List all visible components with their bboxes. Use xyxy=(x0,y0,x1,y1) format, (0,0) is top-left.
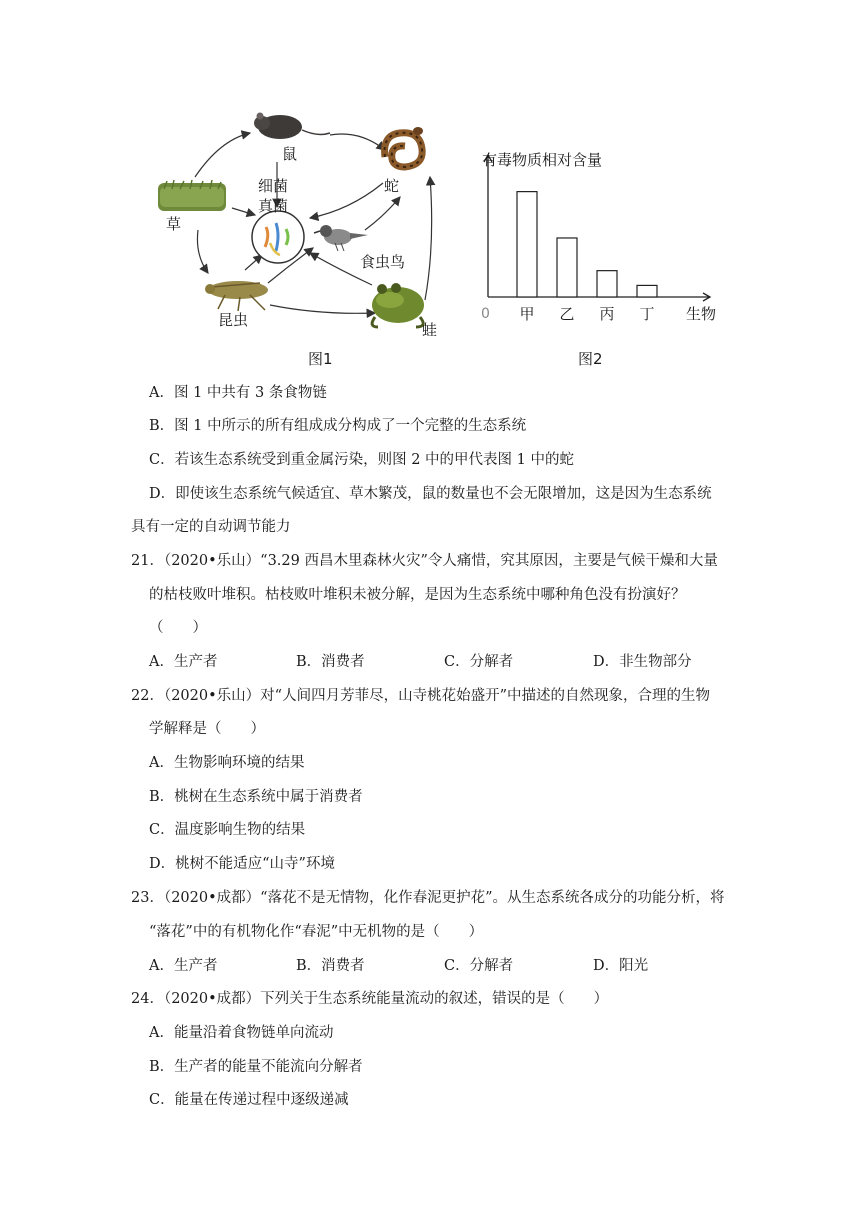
q22-option-b: B．桃树在生态系统中属于消费者 xyxy=(149,789,363,805)
q21-option-b: B．消费者 xyxy=(296,654,365,670)
q22-option-d: D．桃树不能适应“山寺”环境 xyxy=(149,856,335,872)
q23-option-c: C．分解者 xyxy=(444,958,514,974)
q24-option-a: A．能量沿着食物链单向流动 xyxy=(149,1025,334,1041)
q21-option-a: A．生产者 xyxy=(149,654,218,670)
q23-line2: “落花”中的有机物化作“春泥”中无机物的是（ ） xyxy=(149,924,484,940)
arrow-grass-to-decomposer xyxy=(232,208,255,215)
q21-line2: 的枯枝败叶堆积。枯枝败叶堆积未被分解，是因为生态系统中哪种角色没有扮演好？ xyxy=(149,587,686,603)
chart-ylabel: 有毒物质相对含量 xyxy=(482,151,603,169)
q21-line1: 21．（2020•乐山）“3.29 西昌木里森林火灾”令人痛惜，究其原因，主要是气候干燥和大量 xyxy=(131,553,718,569)
label-decomposer-fungi: 真菌 xyxy=(258,197,289,215)
arrow-grass-to-mouse xyxy=(195,133,250,177)
bar-4 xyxy=(637,285,657,297)
decomposer-image xyxy=(252,211,304,263)
q21-line3: （ ） xyxy=(149,620,207,636)
x-tick-label: 甲 xyxy=(519,305,535,323)
bar-3 xyxy=(597,271,617,297)
bar-2 xyxy=(557,238,577,297)
q20-option-a: A．图 1 中共有 3 条食物链 xyxy=(149,385,327,401)
arrow-insect-to-frog xyxy=(270,305,375,313)
label-decomposer-bacteria: 细菌 xyxy=(258,177,289,195)
frog-image xyxy=(372,283,424,327)
q20-option-d-line1: D．即使该生态系统气候适宜、草木繁茂，鼠的数量也不会无限增加，这是因为生态系统 xyxy=(149,486,712,502)
q20-option-c: C．若该生态系统受到重金属污染，则图 2 中的甲代表图 1 中的蛇 xyxy=(149,452,574,468)
mouse-image xyxy=(254,113,330,140)
arrow-insect-to-decomposer xyxy=(245,255,262,270)
figure1-caption: 图1 xyxy=(308,350,333,368)
snake-image xyxy=(385,127,423,167)
figure2-caption: 图2 xyxy=(578,350,603,368)
q20-option-d-line2: 具有一定的自动调节能力 xyxy=(131,519,291,535)
arrow-grass-to-insect xyxy=(197,230,208,273)
bird-image xyxy=(314,225,368,251)
chart-origin-label: 0 xyxy=(481,306,490,322)
q23-option-d: D．阳光 xyxy=(593,958,649,974)
arrow-snake-to-decomposer xyxy=(310,183,383,218)
arrow-frog-to-snake xyxy=(425,177,432,300)
insect-image xyxy=(205,281,268,311)
x-tick-label: 丁 xyxy=(639,305,655,323)
label-frog: 蛙 xyxy=(422,321,438,339)
q23-option-b: B．消费者 xyxy=(296,958,365,974)
q22-option-a: A．生物影响环境的结果 xyxy=(149,755,305,771)
label-grass: 草 xyxy=(166,215,182,233)
arrow-mouse-to-snake xyxy=(330,134,385,150)
q24-option-b: B．生产者的能量不能流向分解者 xyxy=(149,1059,363,1075)
q20-option-b: B．图 1 中所示的所有组成成分构成了一个完整的生态系统 xyxy=(149,418,527,434)
q23-option-a: A．生产者 xyxy=(149,958,218,974)
q24-line1: 24．（2020•成都）下列关于生态系统能量流动的叙述，错误的是（ ） xyxy=(131,991,609,1007)
arrow-bird-to-snake xyxy=(365,197,400,230)
q24-option-c: C．能量在传递过程中逐级递减 xyxy=(149,1092,349,1108)
label-mouse: 鼠 xyxy=(282,145,298,163)
label-snake: 蛇 xyxy=(384,177,400,195)
q22-line1: 22．（2020•乐山）对“人间四月芳菲尽，山寺桃花始盛开”中描述的自然现象，合理的生物 xyxy=(131,688,710,704)
label-insect: 昆虫 xyxy=(218,311,249,329)
label-bird: 食虫鸟 xyxy=(360,253,406,271)
x-tick-label: 乙 xyxy=(559,305,575,323)
q22-option-c: C．温度影响生物的结果 xyxy=(149,822,306,838)
q21-option-c: C．分解者 xyxy=(444,654,514,670)
grass-image xyxy=(158,180,226,211)
q22-line2: 学解释是（ ） xyxy=(149,721,265,737)
chart-xlabel: 生物 xyxy=(686,305,717,323)
q21-option-d: D．非生物部分 xyxy=(593,654,692,670)
q23-line1: 23．（2020•成都）“落花不是无情物，化作春泥更护花”。从生态系统各成分的功能分析，将 xyxy=(131,890,725,906)
bar-1 xyxy=(517,192,537,297)
x-tick-label: 丙 xyxy=(599,305,615,323)
